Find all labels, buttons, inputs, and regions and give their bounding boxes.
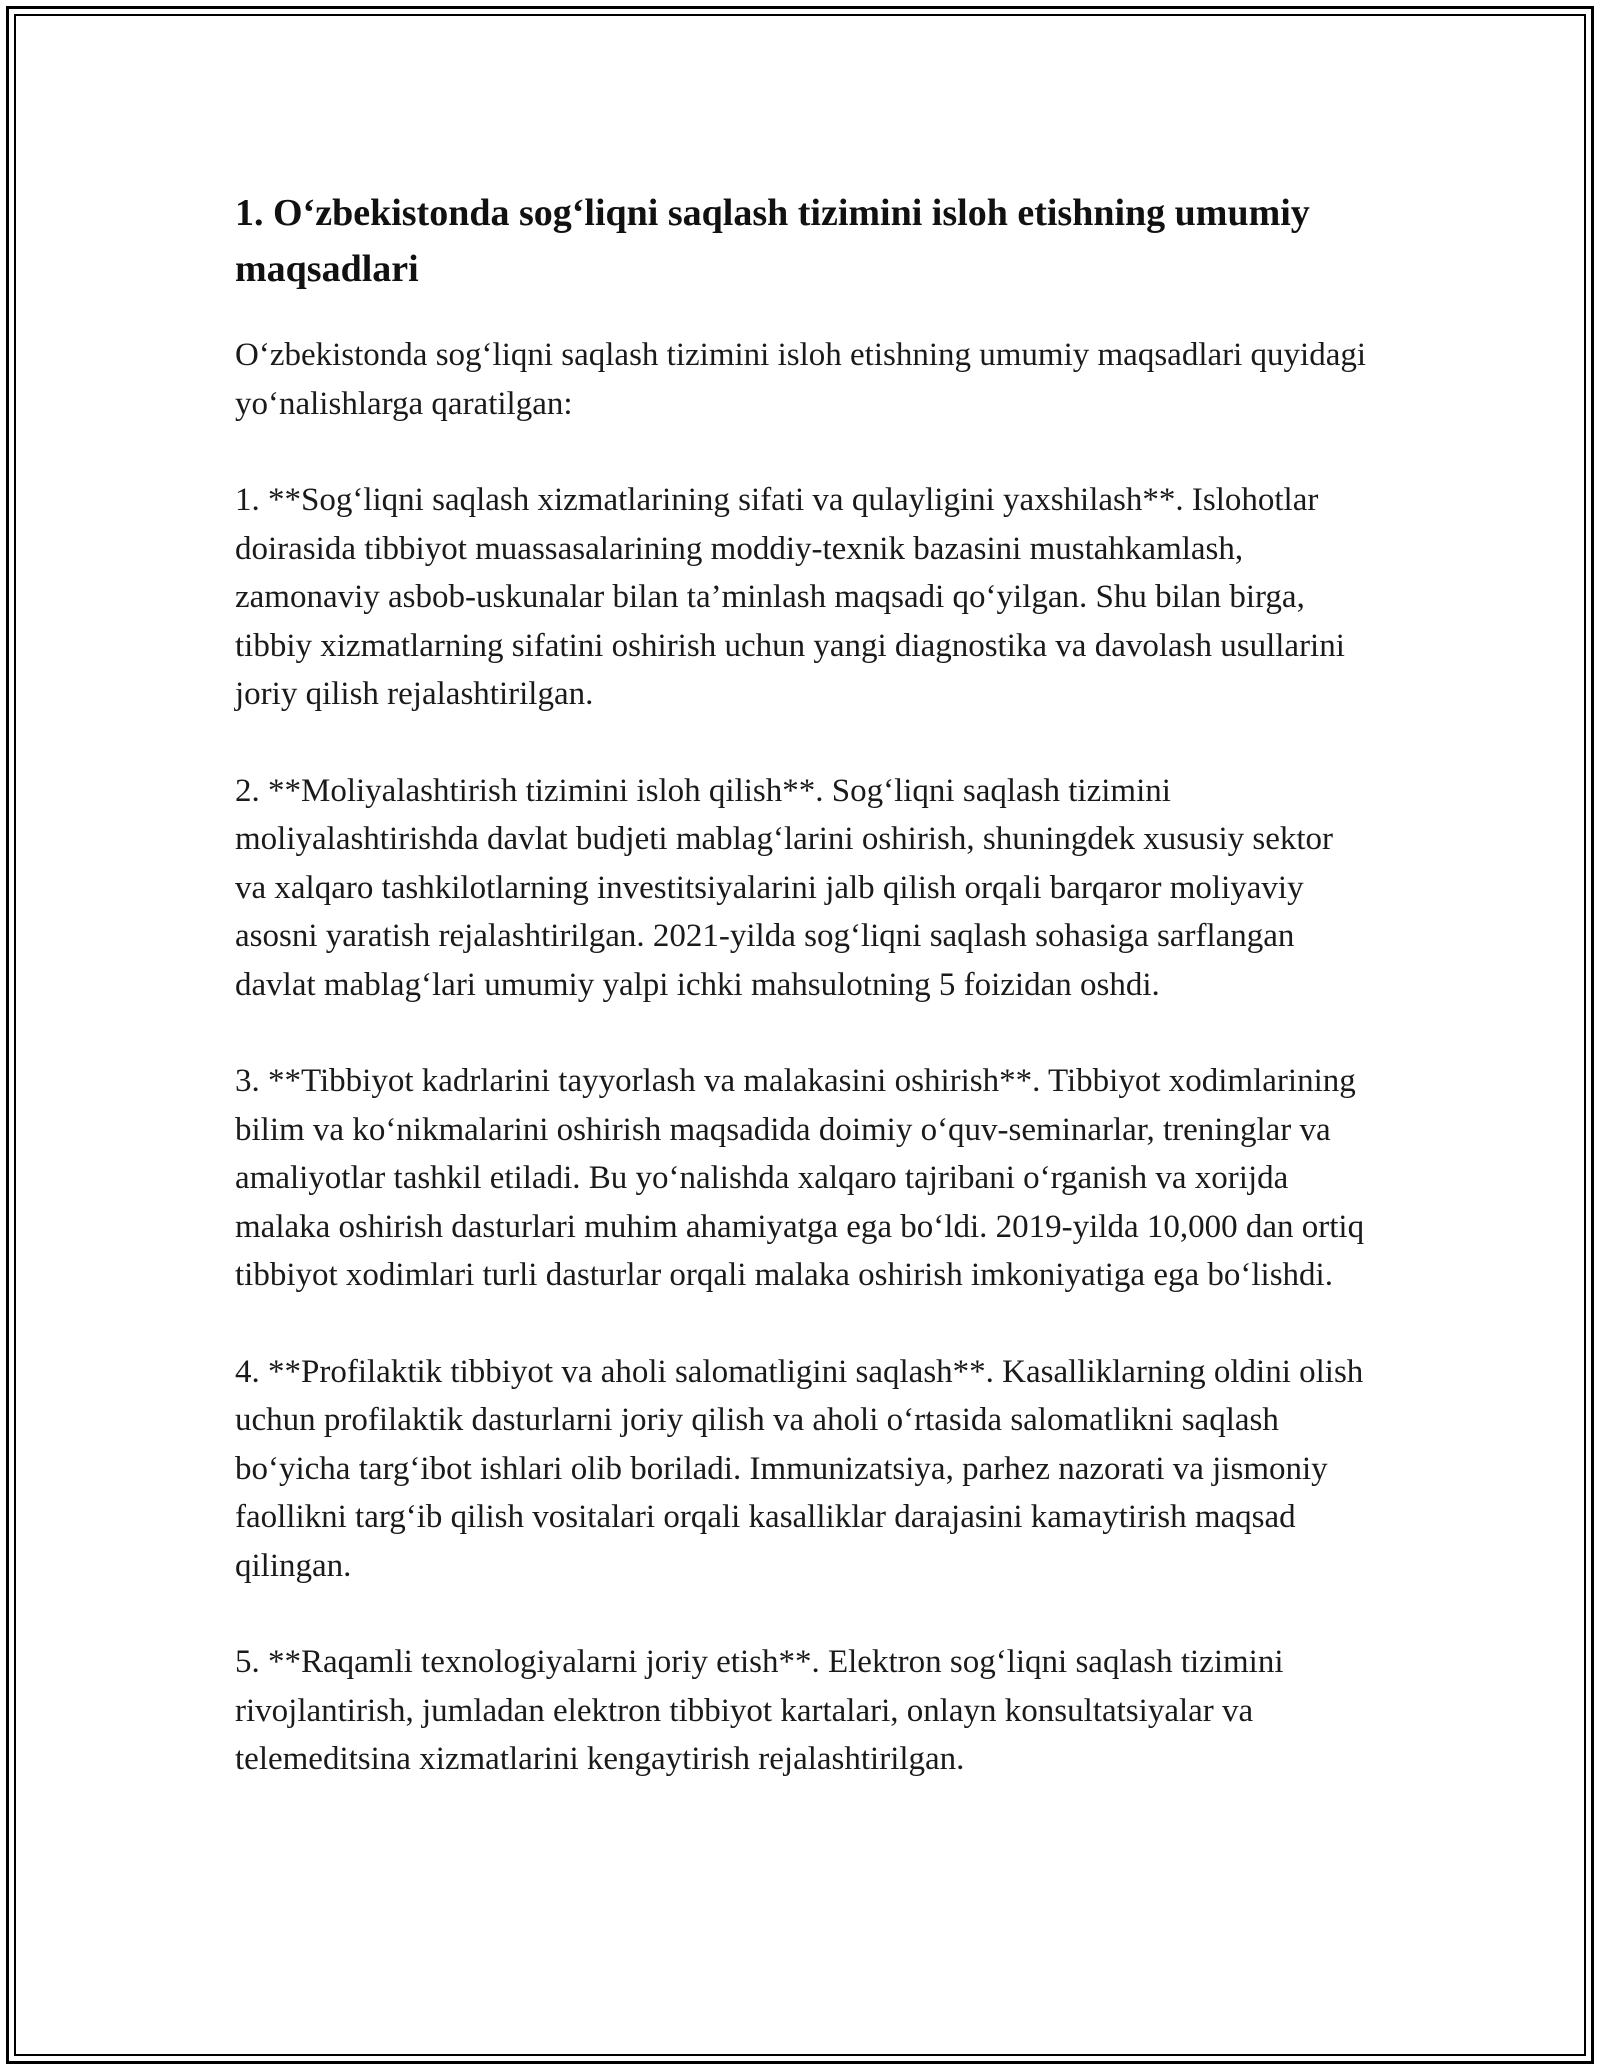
list-item: 3. **Tibbiyot kadrlarini tayyorlash va malakasini oshirish**. Tibbiyot xodimlarining bilim va ko‘nikmalarini oshirish maqsadida doimiy o‘quv-seminarlar, treninglar va amaliyotlar tashkil etiladi. Bu yo‘nalishda xalqaro tajribani o‘rganish va xorijda malaka oshirish dasturlari muhim ahamiyatga ega bo‘ldi. 2019-yilda 10,000 dan ortiq tibbiyot xodimlari turli dasturlar orqali malaka oshirish imkoniyatiga ega bo‘lishdi. (235, 1063, 1365, 1293)
document-body (235, 185, 1370, 1784)
intro-paragraph: O‘zbekistonda sog‘liqni saqlash tizimini isloh etishning umumiy maqsadlari quyidagi yo‘nalishlarga qaratilgan: (235, 337, 1367, 422)
list-item: 5. **Raqamli texnologiyalarni joriy etish**. Elektron sog‘liqni saqlash tizimini rivojlantirish, jumladan elektron tibbiyot kartalari, onlayn konsultatsiyalar va telemeditsina xizmatlarini kengaytirish rejalashtirilgan. (235, 1644, 1284, 1777)
section-heading: 1. O‘zbekistonda sog‘liqni saqlash tizimini isloh etishning umumiy maqsadlari (235, 192, 1310, 290)
list-item: 4. **Profilaktik tibbiyot va aholi salomatligini saqlash**. Kasalliklarning oldini olish uchun profilaktik dasturlarni joriy qilish va aholi o‘rtasida salomatlikni saqlash bo‘yicha targ‘ibot ishlari olib boriladi. Immunizatsiya, parhez nazorati va jismoniy faollikni targ‘ib qilish vositalari orqali kasalliklar darajasini kamaytirish maqsad qilingan. (235, 1353, 1364, 1584)
list-item: 2. **Moliyalashtirish tizimini isloh qilish**. Sog‘liqni saqlash tizimini moliyalashtirishda davlat budjeti mablag‘larini oshirish, shuningdek xususiy sektor va xalqaro tashkilotlarning investitsiyalarini jalb qilish orqali barqaror moliyaviy asosni yaratish rejalashtirilgan. 2021-yilda sog‘liqni saqlash sohasiga sarflangan davlat mablag‘lari umumiy yalpi ichki mahsulotning 5 foizidan oshdi. (235, 772, 1334, 1003)
list-item: 1. **Sog‘liqni saqlash xizmatlarining sifati va qulayligini yaxshilash**. Islohotlar doirasida tibbiyot muassasalarining moddiy-texnik bazasini mustahkamlash, zamonaviy asbob-uskunalar bilan ta’minlash maqsadi qo‘yilgan. Shu bilan birga, tibbiy xizmatlarning sifatini oshirish uchun yangi diagnostika va davolash usullarini joriy qilish rejalashtirilgan. (235, 482, 1345, 712)
